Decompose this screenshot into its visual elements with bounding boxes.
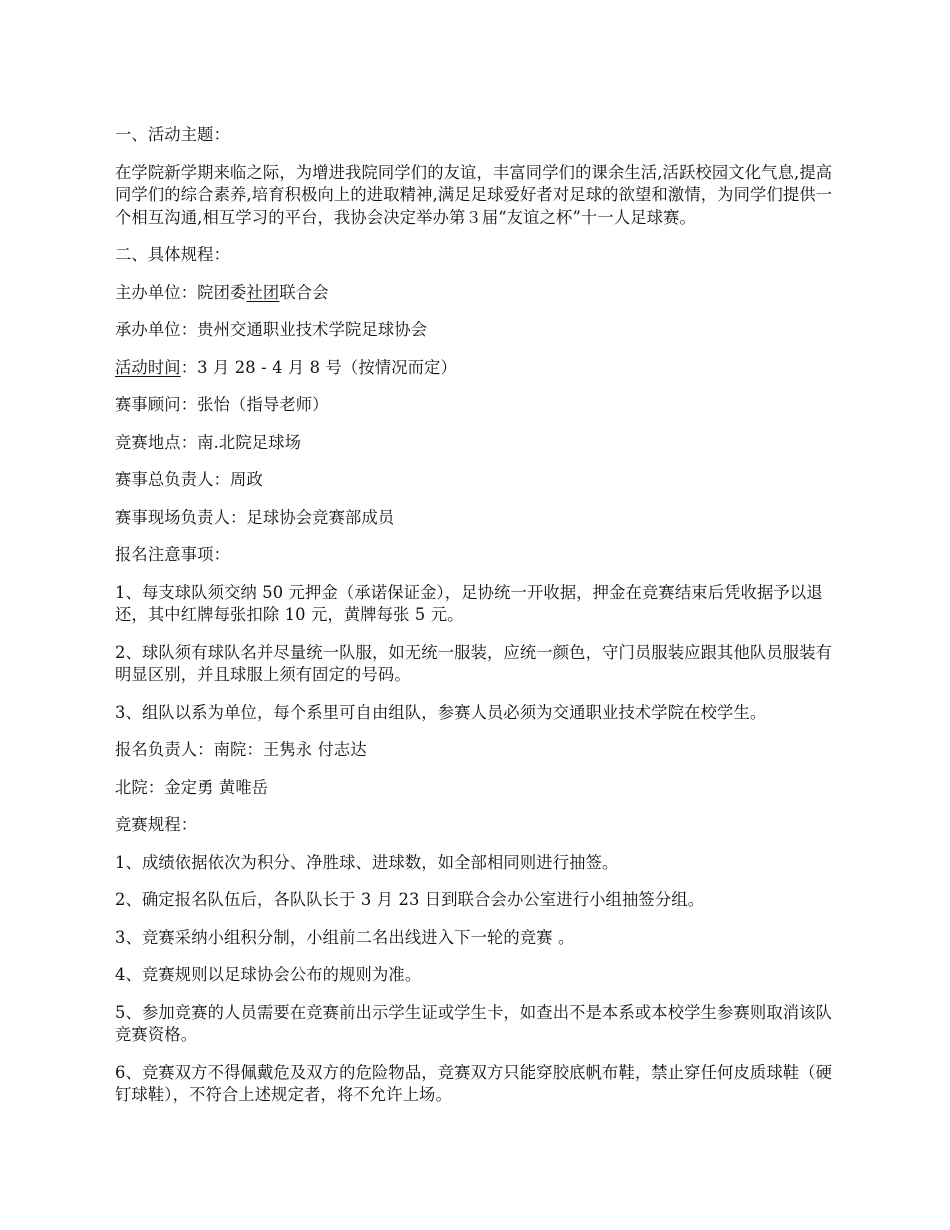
intro-paragraph: 在学院新学期来临之际，为增进我院同学们的友谊，丰富同学们的课余生活,活跃校园文化气息,提高同学们的综合素养,培育积极向上的进取精神,满足足球爱好者对足球的欲望和激情，为同学们提供一个相互沟通,相互学习的平台，我协会决定举办第３届“友谊之杯”十一人足球赛。 bbox=[115, 162, 833, 227]
rules-item: 1、成绩依据依次为积分、净胜球、进球数，如全部相同则进行抽签。 bbox=[115, 852, 619, 872]
co-organizer-line: 承办单位：贵州交通职业技术学院足球协会 bbox=[115, 320, 428, 339]
registration-item: 2、球队须有球队名并尽量统一队服，如无统一服装，应统一颜色，守门员服装应跟其他队员服装有明显区别，并且球服上须有固定的号码。 bbox=[115, 642, 833, 684]
document-page bbox=[115, 124, 837, 1122]
organizer-suffix: 联合会 bbox=[279, 282, 329, 302]
organizer-line bbox=[115, 282, 837, 305]
activity-time-line bbox=[115, 357, 837, 380]
organizer-underlined: 社团 bbox=[246, 282, 280, 302]
rules-item: 4、竞赛规则以足球协会公布的规则为准。 bbox=[115, 965, 422, 984]
rules-item: 3、竞赛采纳小组积分制，小组前二名出线进入下一轮的竞赛 。 bbox=[115, 927, 575, 947]
organizer-label: 主办单位： bbox=[115, 282, 198, 302]
registration-item: 3、组队以系为单位，每个系里可自由组队，参赛人员必须为交通职业技术学院在校学生。 bbox=[115, 702, 767, 722]
onsite-line: 赛事现场负责人：足球协会竞赛部成员 bbox=[115, 507, 395, 527]
section-heading-rules: 二、具体规程： bbox=[115, 245, 231, 264]
rules-item: 5、参加竞赛的人员需要在竞赛前出示学生证或学生卡，如查出不是本系或本校学生参赛则取消该队竞赛资格。 bbox=[115, 1002, 833, 1044]
section-heading-theme: 一、活动主题： bbox=[115, 125, 231, 144]
rules-item: 2、确定报名队伍后，各队队长于 3 月 23 日到联合会办公室进行小组抽签分组。 bbox=[115, 890, 705, 909]
rules-heading: 竞赛规程： bbox=[115, 815, 198, 834]
rules-item: 6、竞赛双方不得佩戴危及双方的危险物品，竞赛双方只能穿胶底帆布鞋，禁止穿任何皮质球鞋（硬钉球鞋），不符合上述规定者，将不允许上场。 bbox=[115, 1062, 833, 1104]
registration-heading: 报名注意事项： bbox=[115, 545, 231, 564]
chief-line: 赛事总负责人：周政 bbox=[115, 470, 263, 489]
venue-line: 竞赛地点：南.北院足球场 bbox=[115, 432, 302, 452]
advisor-line: 赛事顾问：张怡（指导老师） bbox=[115, 395, 329, 414]
organizer-prefix: 院团委 bbox=[197, 282, 247, 302]
contact-north-line: 北院：金定勇 黄唯岳 bbox=[115, 777, 269, 797]
activity-time-value: ：3 月 28 - 4 月 8 号（按情况而定） bbox=[180, 357, 457, 377]
registration-item: 1、每支球队须交纳 50 元押金（承诺保证金），足协统一开收据，押金在竞赛结束后凭收据予以退还，其中红牌每张扣除 10 元，黄牌每张 5 元。 bbox=[115, 582, 823, 624]
activity-time-label: 活动时间 bbox=[115, 357, 181, 377]
contact-south-line: 报名负责人：南院：王隽永 付志达 bbox=[115, 740, 367, 759]
